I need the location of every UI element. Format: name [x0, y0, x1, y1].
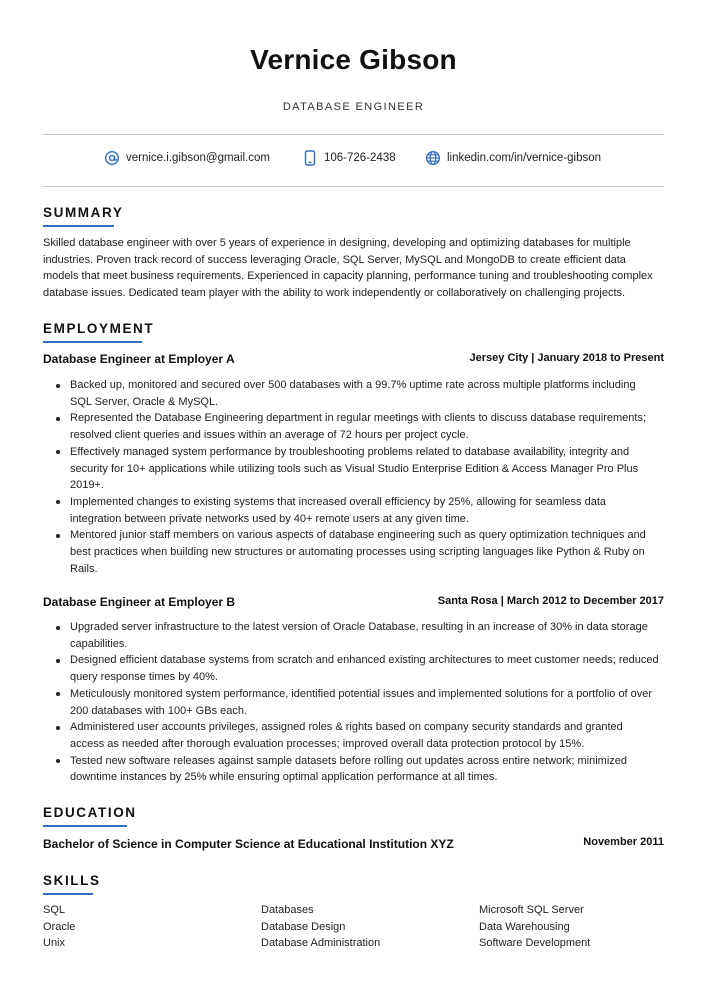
- candidate-name: Vernice Gibson: [250, 44, 457, 75]
- job-title-b: Database Engineer at Employer B: [43, 595, 236, 609]
- employment-underline: [43, 341, 142, 343]
- email-text: vernice.i.gibson@gmail.com: [126, 152, 270, 164]
- list-item: Implemented changes to existing systems that increased overall efficiency by 25%, allowing for seamless data integration between private networks used by 40+ remote users at any given time.: [43, 494, 664, 527]
- divider-bottom: [43, 186, 664, 187]
- summary-heading-text: SUMMARY: [43, 205, 124, 220]
- list-item: Upgraded server infrastructure to the latest version of Oracle Database, resulting in an increase of 30% in data storage capabilities.: [43, 619, 664, 652]
- skill-item: Database Administration: [261, 937, 381, 950]
- job-title-header: DATABASE ENGINEER: [282, 101, 425, 113]
- education-heading-text: EDUCATION: [43, 805, 137, 820]
- skill-item: Oracle: [43, 920, 76, 933]
- skill-item: SQL: [43, 904, 66, 916]
- contact-linkedin[interactable]: [425, 150, 601, 166]
- skills-underline: [43, 893, 93, 895]
- summary-heading: [43, 205, 123, 220]
- employment-heading: [43, 321, 154, 336]
- list-item: Designed efficient database systems from scratch and enhanced existing architectures to meet customer needs; reduced query response times by 40%.: [43, 652, 664, 685]
- skills-heading-text: SKILLS: [43, 873, 101, 888]
- summary-text: Skilled database engineer with over 5 years of experience in designing, developing and optimizing databases for multiple industries. Proven track record of success leveraging Oracle, SQL Server, MySQL and MongoDB to create efficient data models that meet business requirements. Experienced in capacity planning, performance tuning and troubleshooting complex database issues. Dedicated team player with the ability to work independently or collaboratively on challenging projects.: [43, 237, 653, 300]
- job-title-a: Database Engineer at Employer A: [43, 352, 235, 366]
- education-date: November 2011: [583, 836, 664, 848]
- divider-top: [43, 134, 664, 135]
- phone-text: 106-726-2438: [324, 152, 396, 164]
- contact-bar: [43, 150, 664, 170]
- skill-item: Data Warehousing: [479, 920, 570, 933]
- phone-icon: [302, 150, 318, 166]
- linkedin-text: linkedin.com/in/vernice-gibson: [447, 152, 602, 164]
- list-item: Tested new software releases against sample datasets before rolling out updates across entire network; minimized downtime instances by 25% while ensuring optimal application performance at all times.: [43, 753, 664, 786]
- skill-item: Databases: [261, 904, 314, 916]
- job-a-bullets: [43, 377, 664, 577]
- at-icon: [104, 150, 120, 166]
- job-meta-a: Jersey City | January 2018 to Present: [469, 352, 664, 364]
- job-meta-b: Santa Rosa | March 2012 to December 2017: [437, 595, 664, 607]
- globe-icon: [425, 150, 441, 166]
- contact-email[interactable]: [104, 150, 270, 166]
- summary-underline: [43, 225, 114, 227]
- education-underline: [43, 825, 127, 827]
- list-item: Backed up, monitored and secured over 500 databases with a 99.7% uptime rate across multiple platforms including SQL Server, Oracle & MySQL.: [43, 377, 664, 410]
- education-heading: [43, 805, 137, 820]
- list-item: Mentored junior staff members on various aspects of database engineering such as query optimization techniques and best practices when building new structures or automating processes using scripting languages like Python & Ruby on Rails.: [43, 527, 664, 577]
- list-item: Represented the Database Engineering department in regular meetings with clients to discuss database requirements; resolved client queries and issues within an average of 72 hours per project cycle.: [43, 410, 664, 443]
- skills-heading: [43, 873, 101, 888]
- list-item: Effectively managed system performance by troubleshooting problems related to database availability, integrity and security for 10+ applications while utilizing tools such as Visual Studio Enterprise Edition & Access Manager Pro Plus 2019+.: [43, 444, 664, 494]
- list-item: Administered user accounts privileges, assigned roles & rights based on company security standards and granted access as needed after thorough evaluation processes; improved overall data protection protocol by 15%.: [43, 719, 664, 752]
- skill-item: Microsoft SQL Server: [479, 904, 584, 916]
- skill-item: Software Development: [479, 937, 591, 950]
- list-item: Meticulously monitored system performance, identified potential issues and implemented solutions for a portfolio of over 200 databases with 100+ GBs each.: [43, 686, 664, 719]
- employment-heading-text: EMPLOYMENT: [43, 321, 155, 336]
- education-degree: Bachelor of Science in Computer Science at Educational Institution XYZ: [43, 837, 454, 851]
- contact-phone[interactable]: [302, 150, 396, 166]
- skill-item: Unix: [43, 937, 66, 950]
- job-b-bullets: [43, 619, 664, 786]
- skill-item: Database Design: [261, 920, 346, 933]
